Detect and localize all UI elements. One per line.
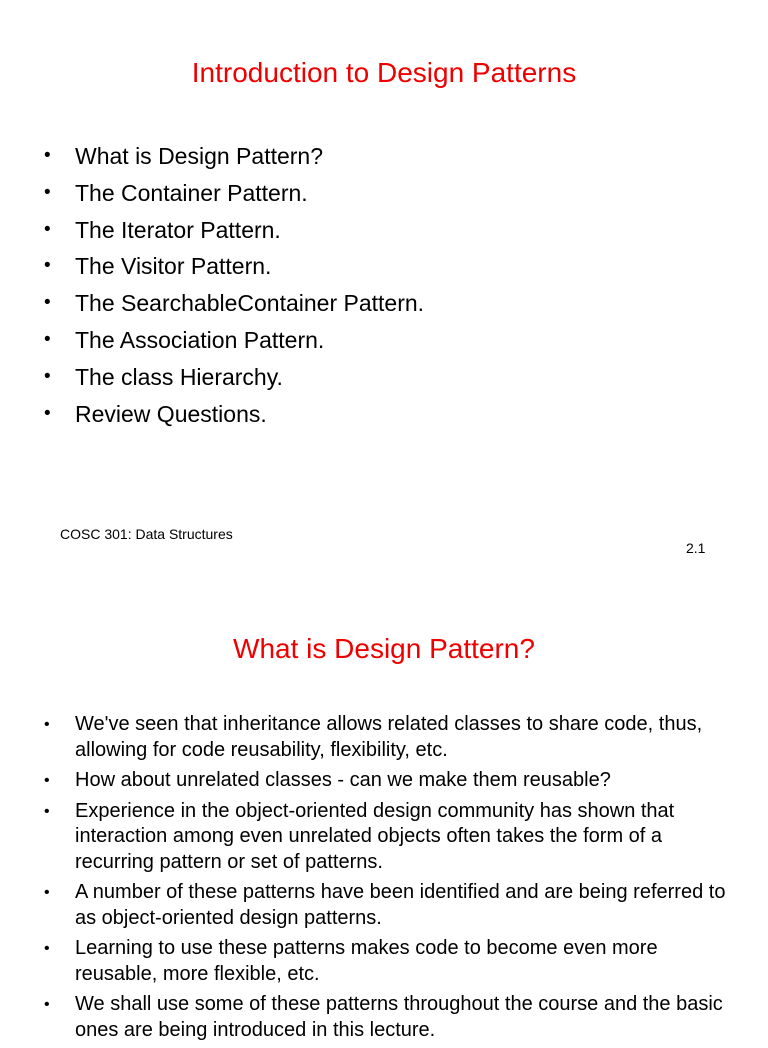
bullet-icon: • [44, 255, 51, 277]
list-item [44, 712, 744, 763]
bullet-text: The Container Pattern. [75, 179, 308, 206]
bullet-text: The Visitor Pattern. [75, 253, 272, 280]
page-number: 2.1 [686, 540, 706, 556]
footer-course-label: COSC 301: Data Structures [60, 526, 233, 542]
bullet-icon: • [44, 940, 50, 957]
list-item [44, 322, 744, 359]
bullet-list [44, 712, 744, 1048]
bullet-icon: • [44, 716, 50, 733]
bullet-text: The Iterator Pattern. [75, 216, 281, 243]
list-item [44, 212, 744, 249]
bullet-text: The Association Pattern. [75, 326, 325, 353]
list-item [44, 880, 744, 931]
list-item [44, 936, 744, 987]
bullet-icon: • [44, 402, 51, 424]
bullet-text: Learning to use these patterns makes code to become even more reusable, more flexible, etc. [75, 937, 658, 985]
bullet-text: Review Questions. [75, 400, 267, 427]
list-item [44, 359, 744, 396]
bullet-icon: • [44, 884, 50, 901]
bullet-text: A number of these patterns have been identified and are being referred to as object-oriented design patterns. [75, 881, 726, 929]
bullet-text: What is Design Pattern? [75, 143, 324, 169]
bullet-icon: • [44, 145, 51, 166]
bullet-icon: • [44, 365, 51, 387]
bullet-list [44, 138, 744, 432]
bullet-icon: • [44, 328, 51, 350]
bullet-icon: • [44, 181, 51, 203]
bullet-icon: • [44, 802, 50, 820]
list-item [44, 768, 744, 794]
list-item [44, 138, 744, 175]
bullet-text: Experience in the object-oriented design community has shown that interaction among even unrelated objects often takes the form of a recurring pattern or set of patterns. [75, 799, 675, 873]
list-item [44, 992, 744, 1043]
slide-title: Introduction to Design Patterns [191, 57, 577, 88]
list-item [44, 396, 744, 433]
bullet-text: The class Hierarchy. [75, 363, 283, 390]
bullet-text: The SearchableContainer Pattern. [75, 290, 425, 317]
bullet-text: How about unrelated classes - can we make them reusable? [75, 769, 611, 791]
bullet-icon: • [44, 772, 50, 789]
list-item [44, 248, 744, 285]
list-item [44, 285, 744, 322]
bullet-text: We shall use some of these patterns throughout the course and the basic ones are being introduced in this lecture. [75, 993, 723, 1041]
list-item [44, 175, 744, 212]
list-item [44, 799, 744, 876]
bullet-icon: • [44, 292, 51, 314]
slide-title: What is Design Pattern? [233, 633, 535, 664]
bullet-icon: • [44, 996, 50, 1013]
bullet-text: We've seen that inheritance allows related classes to share code, thus, allowing for code reusability, flexibility, etc. [75, 713, 703, 761]
slide-2 [0, 572, 768, 1041]
bullet-icon: • [44, 218, 51, 240]
